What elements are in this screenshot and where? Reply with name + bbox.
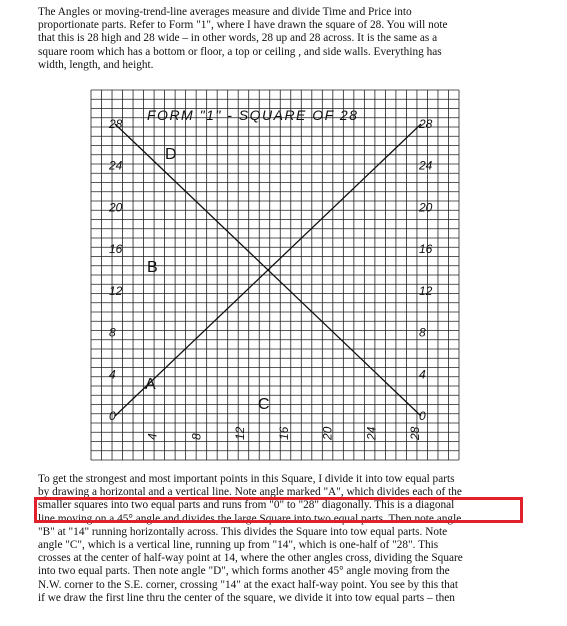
bottom-axis-label: 16	[276, 426, 291, 440]
bottom-axis-label: 12	[233, 426, 248, 440]
angle-label-c: C	[258, 396, 270, 413]
left-axis-label: 8	[109, 325, 116, 340]
right-axis-label: 24	[419, 158, 433, 173]
text-line: square room which has a bottom or floor, a top or ceiling , and side walls. Everything has	[38, 45, 442, 58]
left-axis-label: 24	[109, 158, 123, 173]
angle-label-d: D	[165, 146, 177, 163]
right-axis-label: 0	[419, 409, 426, 423]
text-line: The Angles or moving-trend-line averages measure and divide Time and Price into	[38, 6, 412, 18]
form-1-square-figure	[85, 84, 465, 465]
bottom-axis-label: 20	[320, 426, 335, 440]
angle-label-b: B	[147, 259, 158, 276]
text-line: into two equal parts. Then note angle "D", which forms another 45° angle moving from the	[38, 565, 450, 578]
text-line: To get the strongest and most important points in this Square, I divide it into tow equal parts	[38, 473, 455, 485]
bottom-axis-label: 28	[408, 426, 422, 440]
text-line: "B" at "14" running horizontally across. This divides the Square into tow equal parts. Note	[38, 525, 448, 538]
bottom-axis-label: 4	[145, 433, 160, 440]
intro-paragraph	[38, 6, 512, 72]
left-axis-label: 0	[109, 409, 116, 423]
text-line: proportionate parts. Refer to Form "1", where I have drawn the square of 28. You will note	[38, 19, 448, 32]
right-axis-label: 12	[419, 283, 433, 298]
text-line: width, length, and height.	[38, 58, 154, 71]
text-line: smaller squares into two equal parts and runs from "0" to "28" diagonally. This is a diagonal	[38, 499, 455, 512]
left-axis-label: 28	[109, 117, 123, 131]
highlight-box	[34, 497, 523, 523]
text-line: crosses at the center of half-way point at 14, where the other angles cross, dividing the Square	[38, 552, 463, 565]
right-axis-label: 16	[419, 242, 433, 257]
left-axis-label: 16	[109, 242, 123, 257]
text-line: angle "C", which is a vertical line, running up from "14", which is one-half of "28". This	[38, 539, 439, 552]
right-axis-label: 28	[419, 117, 433, 131]
angle-label-a: A	[145, 376, 156, 393]
right-axis-label: 20	[419, 200, 433, 215]
right-axis-label: 8	[419, 325, 426, 340]
left-axis-label: 4	[109, 367, 116, 382]
bottom-axis-label: 8	[189, 433, 204, 440]
text-line: that this is 28 high and 28 wide – in other words, 28 up and 28 across. It is the same as a	[38, 32, 438, 45]
body-paragraph	[38, 473, 516, 605]
left-axis-label: 12	[109, 283, 123, 298]
left-axis-label: 20	[109, 200, 123, 215]
text-line: line moving on a 45° angle and divides the large Square into two equal parts. Then note angle	[38, 512, 462, 525]
figure-title: FORM "1" - SQUARE OF 28	[147, 107, 359, 123]
text-line: N.W. corner to the S.E. corner, crossing "14" at the exact half-way point. You see by this that	[38, 578, 458, 591]
right-axis-label: 4	[419, 367, 426, 382]
text-line: by drawing a horizontal and a vertical line. Note angle marked "A", which divides each of the	[38, 486, 462, 499]
bottom-axis-labels	[146, 426, 422, 441]
bottom-axis-label: 24	[364, 426, 379, 440]
text-line: if we draw the first line thru the center of the square, we divide it into tow equal parts – then	[38, 591, 455, 604]
